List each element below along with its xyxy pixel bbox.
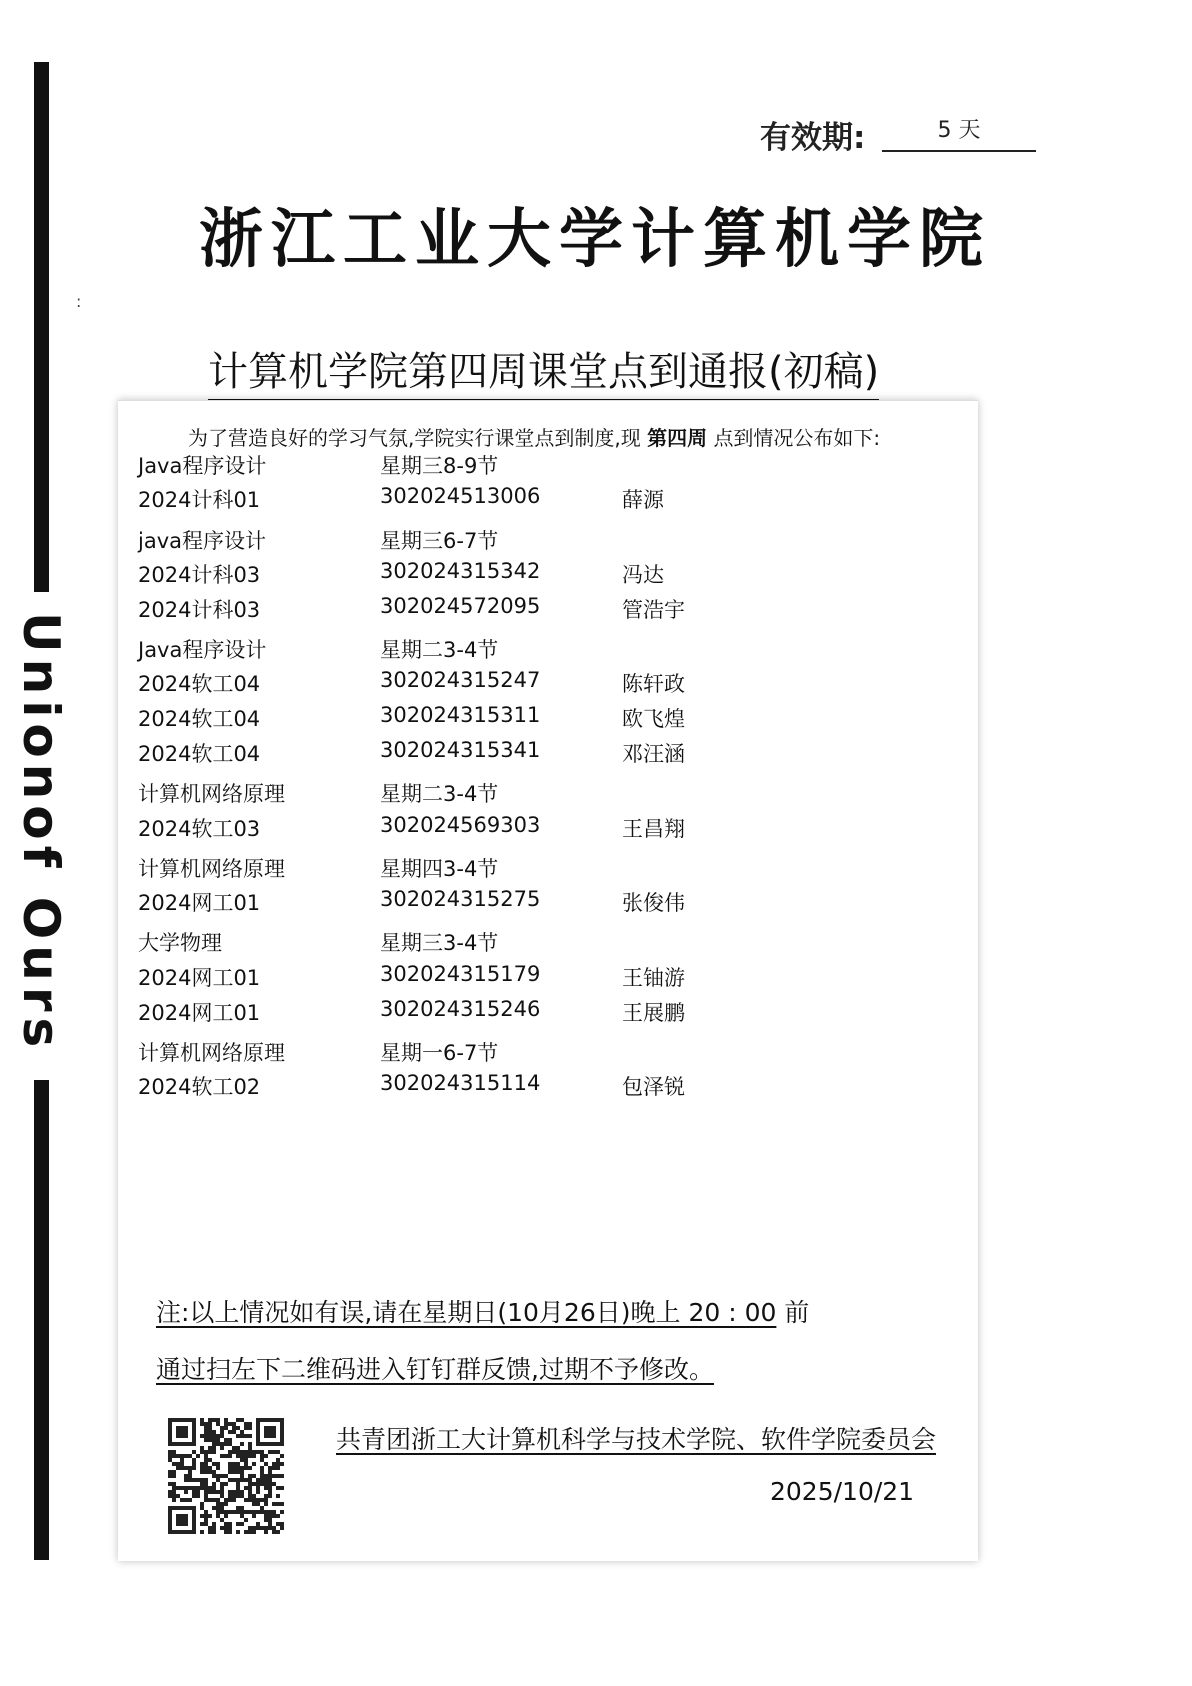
- course-or-class: 计算机网络原理: [138, 857, 285, 881]
- student-name: 王昌翔: [622, 817, 685, 841]
- side-bar-bottom: [34, 1080, 49, 1560]
- intro-paragraph: [188, 422, 880, 451]
- note-line-2: [156, 1350, 714, 1386]
- list-item: [0, 813, 1103, 843]
- stray-mark: :: [76, 292, 82, 311]
- time-or-student-id: 302024315275: [380, 887, 541, 911]
- list-item: [0, 594, 1103, 624]
- student-name: 张俊伟: [622, 891, 685, 915]
- student-name: 邓汪涵: [622, 742, 685, 766]
- time-or-student-id: 302024569303: [380, 813, 541, 837]
- time-or-student-id: 星期四3-4节: [380, 857, 499, 881]
- list-item: [0, 887, 1103, 917]
- course-or-class: 2024网工01: [138, 966, 261, 990]
- time-or-student-id: 星期一6-7节: [380, 1041, 499, 1065]
- note-line-1: [156, 1293, 809, 1329]
- list-item: [0, 484, 1103, 514]
- list-item: [0, 559, 1103, 589]
- student-name: 管浩宇: [622, 598, 685, 622]
- student-name: 薛源: [622, 488, 664, 512]
- course-or-class: 计算机网络原理: [138, 782, 285, 806]
- time-or-student-id: 302024315247: [380, 668, 541, 692]
- course-or-class: 大学物理: [138, 931, 222, 955]
- student-name: 冯达: [622, 563, 664, 587]
- document-title: [208, 347, 879, 402]
- list-item: [0, 1037, 1103, 1067]
- list-item: [0, 450, 1103, 480]
- time-or-student-id: 星期三6-7节: [380, 529, 499, 553]
- list-item: [0, 997, 1103, 1027]
- time-or-student-id: 星期二3-4节: [380, 638, 499, 662]
- time-or-student-id: 302024315341: [380, 738, 541, 762]
- time-or-student-id: 302024315179: [380, 962, 541, 986]
- student-name: 欧飞煌: [622, 707, 685, 731]
- course-or-class: 2024计科03: [138, 598, 261, 622]
- list-item: [0, 703, 1103, 733]
- side-vertical-text: Unionof Ours: [12, 612, 70, 1054]
- time-or-student-id: 302024315246: [380, 997, 541, 1021]
- course-or-class: 2024软工04: [138, 672, 261, 696]
- time-or-student-id: 302024315114: [380, 1071, 541, 1095]
- list-item: [0, 738, 1103, 768]
- validity-value: 5 天: [882, 112, 1036, 152]
- qr-code-icon[interactable]: [168, 1418, 284, 1534]
- time-or-student-id: 302024315311: [380, 703, 541, 727]
- time-or-student-id: 302024572095: [380, 594, 541, 618]
- student-name: 王展鹏: [622, 1001, 685, 1025]
- intro-before: 为了营造良好的学习气氛,学院实行课堂点到制度,现: [188, 426, 641, 450]
- course-or-class: 2024计科01: [138, 488, 261, 512]
- time-or-student-id: 302024315342: [380, 559, 541, 583]
- course-or-class: 2024网工01: [138, 1001, 261, 1025]
- student-name: 王铀游: [622, 966, 685, 990]
- issue-date: 2025/10/21: [770, 1477, 915, 1506]
- intro-after: 点到情况公布如下:: [713, 426, 881, 450]
- list-item: [0, 927, 1103, 957]
- course-or-class: 2024软工02: [138, 1075, 261, 1099]
- course-or-class: 2024软工04: [138, 707, 261, 731]
- intro-week: 第四周: [647, 426, 708, 450]
- student-name: 包泽锐: [622, 1075, 685, 1099]
- list-item: [0, 634, 1103, 664]
- time-or-student-id: 星期三3-4节: [380, 931, 499, 955]
- note-line-2-text: 通过扫左下二维码进入钉钉群反馈,过期不予修改。: [156, 1355, 714, 1384]
- course-or-class: Java程序设计: [138, 638, 267, 662]
- list-item: [0, 668, 1103, 698]
- list-item: [0, 1071, 1103, 1101]
- course-or-class: 2024软工03: [138, 817, 261, 841]
- time-or-student-id: 星期三8-9节: [380, 454, 499, 478]
- course-or-class: java程序设计: [138, 529, 266, 553]
- course-or-class: Java程序设计: [138, 454, 267, 478]
- document-title-text: 计算机学院第四周课堂点到通报(初稿): [208, 347, 879, 402]
- course-or-class: 2024网工01: [138, 891, 261, 915]
- list-item: [0, 525, 1103, 555]
- school-name: 浙江工业大学计算机学院: [199, 203, 991, 277]
- time-or-student-id: 302024513006: [380, 484, 541, 508]
- list-item: [0, 962, 1103, 992]
- validity-label: 有效期:: [760, 120, 866, 156]
- note-line-1-text: 注:以上情况如有误,请在星期日(10月26日)晚上 20 : 00: [156, 1298, 777, 1327]
- committee-name: 共青团浙工大计算机科学与技术学院、软件学院委员会: [336, 1425, 937, 1454]
- time-or-student-id: 星期二3-4节: [380, 782, 499, 806]
- list-item: [0, 853, 1103, 883]
- course-or-class: 2024软工04: [138, 742, 261, 766]
- course-or-class: 2024计科03: [138, 563, 261, 587]
- course-or-class: 计算机网络原理: [138, 1041, 285, 1065]
- student-name: 陈轩政: [622, 672, 685, 696]
- note-line-1-tail: 前: [784, 1298, 810, 1327]
- list-item: [0, 778, 1103, 808]
